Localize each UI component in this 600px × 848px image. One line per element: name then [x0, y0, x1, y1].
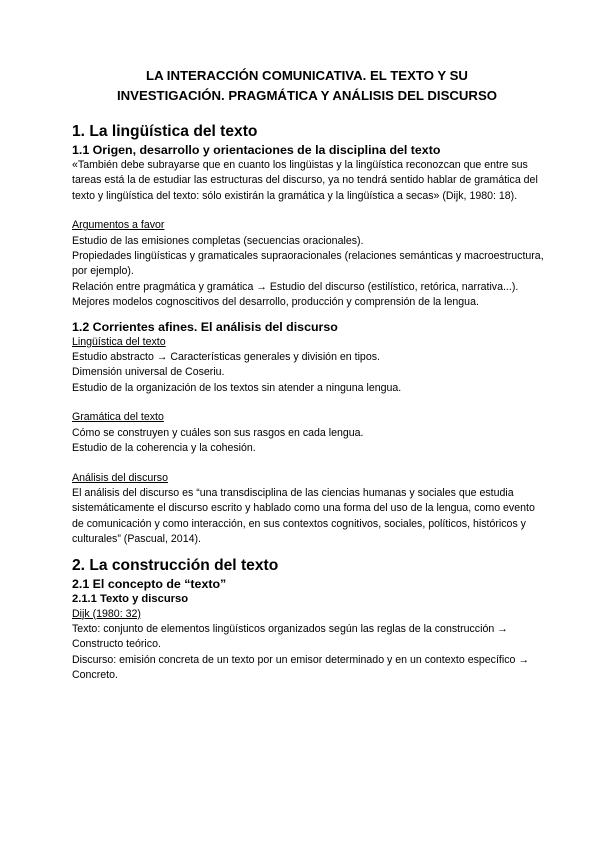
section-1-heading: 1. La lingüística del texto	[72, 123, 258, 140]
gram-label: Gramática del texto	[72, 411, 164, 424]
section-1-2-heading: 1.2 Corrientes afines. El análisis del discurso	[72, 319, 338, 334]
document-title	[72, 66, 548, 106]
title-line-1: LA INTERACCIÓN COMUNICATIVA. EL TEXTO Y SU	[146, 68, 468, 83]
favor-item-3: Relación entre pragmática y gramática → Estudio del discurso (estilístico, retórica, narrativa...).	[72, 280, 519, 293]
anal-label: Análisis del discurso	[72, 471, 168, 484]
gram-item-1: Cómo se construyen y cuáles son sus rasgos en cada lengua.	[72, 426, 364, 439]
anal-text: El análisis del discurso es “una transdisciplina de las ciencias humanas y sociales que estudia sistemáticamente el discurso escrito y hablado como una forma del uso de la lengua, como evento de comunicación y como interacción, en sus contextos cognitivos, sociales, políticos, históricos y culturales” (Pascual, 2014).	[72, 486, 535, 546]
section-2-1-heading: 2.1 El concepto de “texto”	[72, 576, 227, 591]
section-1-1-heading: 1.1 Origen, desarrollo y orientaciones de la disciplina del texto	[72, 143, 441, 157]
discurso-definition: Discurso: emisión concreta de un texto por un emisor determinado y en un contexto específico → Concreto.	[72, 653, 529, 682]
title-line-2: INVESTIGACIÓN. PRAGMÁTICA Y ANÁLISIS DEL DISCURSO	[116, 88, 498, 103]
ling-item-2: Dimensión universal de Coseriu.	[72, 366, 225, 379]
gram-item-2: Estudio de la coherencia y la cohesión.	[72, 442, 256, 455]
section-2-1-1-heading: 2.1.1 Texto y discurso	[72, 592, 189, 605]
favor-item-4: Mejores modelos cognoscitivos del desarrollo, producción y comprensión de la lengua.	[72, 296, 479, 309]
favor-item-2: Propiedades lingüísticas y gramaticales supraoracionales (relaciones semánticas y macroestructura, por ejemplo).	[72, 250, 544, 278]
favor-label: Argumentos a favor	[72, 219, 165, 232]
ling-item-1: Estudio abstracto → Características generales y división en tipos.	[72, 351, 380, 364]
section-2-heading: 2. La construcción del texto	[72, 556, 279, 574]
favor-item-1: Estudio de las emisiones completas (secuencias oracionales).	[72, 234, 364, 247]
dijk-quote: «También debe subrayarse que en cuanto los lingüistas y la lingüística reconozcan que entre sus tareas está la de estudiar las estructuras del discurso, ya no tendrá sentido hablar de gramática del texto y lingüística del texto: sólo existirán la gramática y la lingüística a secas» (Dijk, 1980: 18).	[72, 159, 538, 202]
texto-definition: Texto: conjunto de elementos lingüísticos organizados según las reglas de la construcción → Constructo teórico.	[72, 622, 508, 651]
ling-item-3: Estudio de la organización de los textos sin atender a ninguna lengua.	[72, 381, 402, 394]
dijk-source: Dijk (1980: 32)	[72, 607, 141, 620]
ling-label: Lingüística del texto	[72, 335, 166, 348]
